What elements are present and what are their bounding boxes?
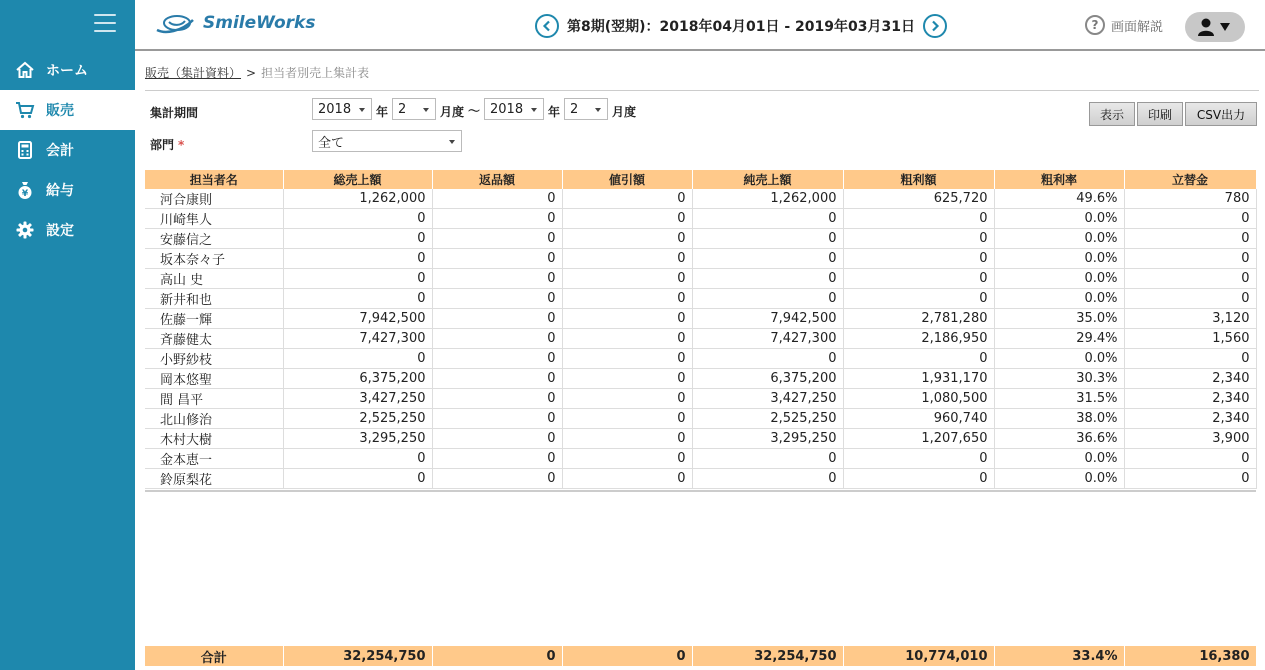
value-cell: 0.0% [994, 269, 1124, 289]
sidebar-item-label: 会計 [46, 143, 74, 159]
value-cell: 38.0% [994, 409, 1124, 429]
value-cell: 0 [432, 449, 562, 469]
from-month-select[interactable] [392, 98, 436, 120]
value-cell: 2,186,950 [843, 329, 994, 349]
value-cell: 0 [692, 229, 843, 249]
year-unit: 年 [376, 105, 389, 119]
to-month-value: 2 [570, 101, 579, 117]
value-cell: 1,262,000 [692, 189, 843, 209]
table-body [145, 189, 1256, 489]
value-cell: 0 [562, 249, 692, 269]
value-cell: 0 [562, 189, 692, 209]
staff-name-cell: 岡本悠聖 [145, 369, 283, 389]
value-cell: 0 [692, 449, 843, 469]
cart-icon [14, 99, 36, 121]
staff-name-cell: 小野紗枝 [145, 349, 283, 369]
from-month-value: 2 [398, 101, 407, 117]
value-cell: 1,560 [1124, 329, 1256, 349]
question-icon: ? [1085, 15, 1105, 35]
svg-text:¥: ¥ [21, 189, 29, 199]
staff-name-cell: 鈴原梨花 [145, 469, 283, 489]
staff-name-cell: 河合康則 [145, 189, 283, 209]
value-cell: 0.0% [994, 209, 1124, 229]
value-cell: 1,207,650 [843, 429, 994, 449]
value-cell: 0 [1124, 269, 1256, 289]
total-value-cell: 16,380 [1124, 646, 1256, 666]
value-cell: 35.0% [994, 309, 1124, 329]
table-row[interactable] [145, 189, 1256, 209]
value-cell: 0 [692, 469, 843, 489]
breadcrumb-current: 担当者別売上集計表 [261, 66, 370, 80]
value-cell: 0 [432, 369, 562, 389]
breadcrumb-parent-link[interactable]: 販売（集計資料） [145, 66, 242, 80]
month-unit: 月度 [440, 105, 465, 119]
value-cell: 0 [283, 249, 432, 269]
value-cell: 0.0% [994, 229, 1124, 249]
value-cell: 0 [562, 429, 692, 449]
value-cell: 0.0% [994, 289, 1124, 309]
sidebar-item-label: ホーム [46, 63, 88, 79]
value-cell: 2,340 [1124, 409, 1256, 429]
logo[interactable] [155, 12, 315, 34]
period-label: 第8期(翌期)：2018年04月01日 - 2019年03月31日 [567, 19, 915, 35]
value-cell: 0 [1124, 229, 1256, 249]
department-label-text: 部門 [150, 138, 175, 152]
sidebar-item-accounting[interactable] [0, 130, 135, 170]
value-cell: 3,427,250 [283, 389, 432, 409]
totals-row [145, 646, 1256, 666]
value-cell: 0 [283, 449, 432, 469]
value-cell: 36.6% [994, 429, 1124, 449]
department-label [150, 136, 184, 153]
sidebar [0, 0, 135, 670]
table-row[interactable] [145, 329, 1256, 349]
value-cell: 0 [843, 209, 994, 229]
value-cell: 0 [562, 289, 692, 309]
table-row[interactable] [145, 389, 1256, 409]
table-row[interactable] [145, 369, 1256, 389]
sidebar-item-sales[interactable] [0, 90, 135, 130]
table-row[interactable] [145, 469, 1256, 489]
value-cell: 0.0% [994, 449, 1124, 469]
value-cell: 0 [432, 229, 562, 249]
hamburger-menu-icon[interactable] [94, 14, 116, 34]
logo-text: SmileWorks [203, 13, 316, 33]
chevron-left-icon [541, 20, 553, 32]
value-cell: 0 [1124, 349, 1256, 369]
caret-down-icon [449, 140, 455, 144]
smile-logo-icon [155, 12, 199, 34]
period-navigator [535, 12, 947, 40]
table-row[interactable] [145, 429, 1256, 449]
from-year-value: 2018 [318, 101, 352, 117]
money-bag-icon [14, 179, 36, 201]
caret-down-icon [359, 108, 365, 112]
value-cell: 0 [562, 449, 692, 469]
value-cell: 1,931,170 [843, 369, 994, 389]
top-header [135, 0, 1265, 51]
column-header: 立替金 [1124, 170, 1256, 189]
value-cell: 3,120 [1124, 309, 1256, 329]
table-row[interactable] [145, 269, 1256, 289]
staff-name-cell: 川崎隼人 [145, 209, 283, 229]
staff-name-cell: 間 昌平 [145, 389, 283, 409]
total-value-cell: 32,254,750 [283, 646, 432, 666]
column-header: 値引額 [562, 170, 692, 189]
year-unit: 年 [548, 105, 561, 119]
help-button[interactable] [1085, 15, 1163, 35]
department-value: 全て [318, 135, 345, 151]
value-cell: 6,375,200 [283, 369, 432, 389]
column-header: 総売上額 [283, 170, 432, 189]
staff-name-cell: 木村大樹 [145, 429, 283, 449]
value-cell: 0 [283, 209, 432, 229]
value-cell: 0.0% [994, 469, 1124, 489]
value-cell: 0 [692, 289, 843, 309]
value-cell: 0 [432, 429, 562, 449]
value-cell: 0 [692, 209, 843, 229]
calculator-icon [14, 139, 36, 161]
value-cell: 0 [283, 269, 432, 289]
staff-name-cell: 坂本奈々子 [145, 249, 283, 269]
column-header: 担当者名 [145, 170, 283, 189]
value-cell: 0 [283, 229, 432, 249]
value-cell: 0 [1124, 469, 1256, 489]
value-cell: 3,900 [1124, 429, 1256, 449]
value-cell: 0 [432, 349, 562, 369]
value-cell: 7,427,300 [692, 329, 843, 349]
value-cell: 29.4% [994, 329, 1124, 349]
value-cell: 0 [1124, 249, 1256, 269]
value-cell: 0.0% [994, 349, 1124, 369]
value-cell: 7,942,500 [692, 309, 843, 329]
value-cell: 0 [1124, 209, 1256, 229]
value-cell: 0 [562, 469, 692, 489]
value-cell: 0 [562, 409, 692, 429]
value-cell: 0 [283, 349, 432, 369]
csv-export-button[interactable]: CSV出力 [1185, 102, 1257, 126]
value-cell: 1,262,000 [283, 189, 432, 209]
value-cell: 0 [1124, 289, 1256, 309]
user-menu-button[interactable] [1185, 12, 1245, 42]
table-row[interactable] [145, 289, 1256, 309]
total-value-cell: 0 [432, 646, 562, 666]
value-cell: 0 [283, 469, 432, 489]
from-year-select[interactable] [312, 98, 372, 120]
print-button[interactable]: 印刷 [1137, 102, 1183, 126]
value-cell: 0 [1124, 449, 1256, 469]
help-label: 画面解説 [1111, 19, 1164, 35]
staff-name-cell: 安藤信之 [145, 229, 283, 249]
value-cell: 0 [562, 309, 692, 329]
value-cell: 31.5% [994, 389, 1124, 409]
value-cell: 0 [432, 309, 562, 329]
value-cell: 0 [432, 469, 562, 489]
value-cell: 0 [692, 349, 843, 369]
range-tilde: 〜 [468, 104, 481, 118]
total-value-cell: 10,774,010 [843, 646, 994, 666]
total-value-cell: 33.4% [994, 646, 1124, 666]
value-cell: 0 [432, 209, 562, 229]
value-cell: 0 [283, 289, 432, 309]
to-month-select[interactable] [564, 98, 608, 120]
table-row[interactable] [145, 249, 1256, 269]
total-label: 合計 [145, 646, 283, 666]
period-label: 集計期間 [150, 106, 199, 120]
to-year-value: 2018 [490, 101, 524, 117]
value-cell: 7,942,500 [283, 309, 432, 329]
totals-table [145, 646, 1257, 666]
staff-name-cell: 北山修治 [145, 409, 283, 429]
value-cell: 0 [843, 289, 994, 309]
divider [145, 90, 1259, 91]
staff-name-cell: 佐藤一輝 [145, 309, 283, 329]
department-select[interactable] [312, 130, 462, 152]
show-button[interactable]: 表示 [1089, 102, 1135, 126]
breadcrumb-separator: > [246, 65, 257, 80]
table-bottom-border [145, 490, 1256, 492]
value-cell: 0 [432, 289, 562, 309]
value-cell: 2,340 [1124, 389, 1256, 409]
value-cell: 2,340 [1124, 369, 1256, 389]
value-cell: 0 [432, 389, 562, 409]
value-cell: 0 [843, 269, 994, 289]
staff-name-cell: 高山 史 [145, 269, 283, 289]
value-cell: 2,525,250 [283, 409, 432, 429]
value-cell: 6,375,200 [692, 369, 843, 389]
value-cell: 0 [562, 209, 692, 229]
value-cell: 2,525,250 [692, 409, 843, 429]
value-cell: 0 [562, 389, 692, 409]
home-icon [14, 59, 36, 81]
month-unit: 月度 [612, 105, 637, 119]
table-row[interactable] [145, 409, 1256, 429]
staff-name-cell: 金本恵一 [145, 449, 283, 469]
value-cell: 3,427,250 [692, 389, 843, 409]
value-cell: 0 [562, 229, 692, 249]
table-row[interactable] [145, 449, 1256, 469]
value-cell: 625,720 [843, 189, 994, 209]
value-cell: 2,781,280 [843, 309, 994, 329]
value-cell: 0 [692, 269, 843, 289]
value-cell: 0 [562, 369, 692, 389]
chevron-right-icon [929, 20, 941, 32]
value-cell: 0 [432, 329, 562, 349]
value-cell: 0 [692, 249, 843, 269]
to-year-select[interactable] [484, 98, 544, 120]
total-value-cell: 0 [562, 646, 692, 666]
value-cell: 0 [432, 269, 562, 289]
caret-down-icon [595, 108, 601, 112]
prev-period-button[interactable] [535, 14, 559, 38]
table-row[interactable] [145, 309, 1256, 329]
value-cell: 3,295,250 [283, 429, 432, 449]
value-cell: 0 [432, 249, 562, 269]
table-header-row [145, 170, 1256, 189]
sidebar-item-label: 設定 [46, 223, 74, 239]
next-period-button[interactable] [923, 14, 947, 38]
sales-by-staff-table [145, 170, 1257, 489]
value-cell: 0 [843, 229, 994, 249]
value-cell: 0.0% [994, 249, 1124, 269]
value-cell: 3,295,250 [692, 429, 843, 449]
gear-icon [14, 219, 36, 241]
value-cell: 0 [843, 449, 994, 469]
value-cell: 1,080,500 [843, 389, 994, 409]
staff-name-cell: 斉藤健太 [145, 329, 283, 349]
caret-down-icon [423, 108, 429, 112]
sidebar-item-payroll[interactable] [0, 170, 135, 210]
value-cell: 780 [1124, 189, 1256, 209]
value-cell: 49.6% [994, 189, 1124, 209]
sidebar-item-label: 販売 [46, 103, 74, 119]
column-header: 純売上額 [692, 170, 843, 189]
value-cell: 0 [843, 469, 994, 489]
value-cell: 0 [562, 349, 692, 369]
value-cell: 7,427,300 [283, 329, 432, 349]
value-cell: 960,740 [843, 409, 994, 429]
value-cell: 0 [562, 329, 692, 349]
column-header: 返品額 [432, 170, 562, 189]
value-cell: 30.3% [994, 369, 1124, 389]
staff-name-cell: 新井和也 [145, 289, 283, 309]
sidebar-item-label: 給与 [46, 183, 74, 199]
value-cell: 0 [562, 269, 692, 289]
table-row[interactable] [145, 349, 1256, 369]
table-row[interactable] [145, 229, 1256, 249]
column-header: 粗利率 [994, 170, 1124, 189]
value-cell: 0 [843, 349, 994, 369]
breadcrumb [145, 64, 369, 81]
value-cell: 0 [432, 409, 562, 429]
value-cell: 0 [432, 189, 562, 209]
required-mark: * [178, 138, 185, 152]
table-row[interactable] [145, 209, 1256, 229]
sidebar-item-home[interactable] [0, 50, 135, 90]
value-cell: 0 [843, 249, 994, 269]
user-icon [1195, 17, 1235, 37]
sidebar-item-settings[interactable] [0, 210, 135, 250]
caret-down-icon [531, 108, 537, 112]
total-value-cell: 32,254,750 [692, 646, 843, 666]
column-header: 粗利額 [843, 170, 994, 189]
